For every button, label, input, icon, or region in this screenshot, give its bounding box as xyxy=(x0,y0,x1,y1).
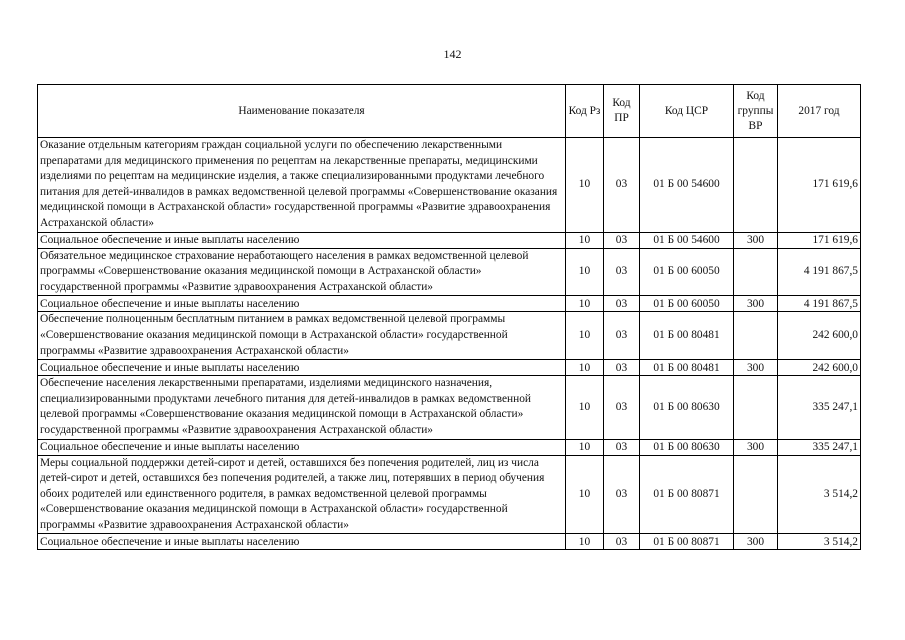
row-rz: 10 xyxy=(566,312,604,360)
row-amount: 242 600,0 xyxy=(778,360,861,376)
row-amount: 171 619,6 xyxy=(778,138,861,233)
row-pr: 03 xyxy=(604,360,640,376)
budget-table xyxy=(37,84,861,550)
row-vr xyxy=(734,138,778,233)
row-csr: 01 Б 00 54600 xyxy=(640,232,734,248)
table-row xyxy=(38,360,861,376)
row-amount: 3 514,2 xyxy=(778,455,861,534)
row-csr: 01 Б 00 80630 xyxy=(640,376,734,439)
row-vr: 300 xyxy=(734,439,778,455)
row-vr xyxy=(734,248,778,296)
header-year: 2017 год xyxy=(778,85,861,138)
row-pr: 03 xyxy=(604,376,640,439)
header-vr: Код группы ВР xyxy=(734,85,778,138)
row-name: Обязательное медицинское страхование неработающего населения в рамках ведомственной целевой программы «Совершенствование оказания медицинской помощи в Астраханской области» государственной программы «Развитие здравоохранения Астраханской области» xyxy=(38,248,566,296)
table-row xyxy=(38,248,861,296)
row-pr: 03 xyxy=(604,232,640,248)
table-row xyxy=(38,296,861,312)
row-pr: 03 xyxy=(604,439,640,455)
table-row xyxy=(38,232,861,248)
row-rz: 10 xyxy=(566,360,604,376)
row-rz: 10 xyxy=(566,138,604,233)
table-row xyxy=(38,376,861,439)
row-csr: 01 Б 00 80871 xyxy=(640,455,734,534)
header-rz: Код Рз xyxy=(566,85,604,138)
table-row xyxy=(38,455,861,534)
row-name: Социальное обеспечение и иные выплаты населению xyxy=(38,232,566,248)
row-amount: 335 247,1 xyxy=(778,439,861,455)
table-row xyxy=(38,439,861,455)
row-pr: 03 xyxy=(604,312,640,360)
row-vr: 300 xyxy=(734,534,778,550)
row-name: Социальное обеспечение и иные выплаты населению xyxy=(38,296,566,312)
header-name: Наименование показателя xyxy=(38,85,566,138)
table-row xyxy=(38,534,861,550)
row-rz: 10 xyxy=(566,376,604,439)
row-pr: 03 xyxy=(604,534,640,550)
row-amount: 3 514,2 xyxy=(778,534,861,550)
row-vr: 300 xyxy=(734,360,778,376)
row-name: Социальное обеспечение и иные выплаты населению xyxy=(38,534,566,550)
row-vr: 300 xyxy=(734,232,778,248)
table-row xyxy=(38,312,861,360)
row-name: Социальное обеспечение и иные выплаты населению xyxy=(38,439,566,455)
row-vr: 300 xyxy=(734,296,778,312)
row-vr xyxy=(734,455,778,534)
row-csr: 01 Б 00 80871 xyxy=(640,534,734,550)
row-amount: 242 600,0 xyxy=(778,312,861,360)
page-number: 142 xyxy=(443,47,462,61)
row-amount: 171 619,6 xyxy=(778,232,861,248)
row-name: Обеспечение полноценным бесплатным питанием в рамках ведомственной целевой программы «Совершенствование оказания медицинской помощи в Астраханской области» государственной программы «Развитие здравоохранения Астраханской области» xyxy=(38,312,566,360)
row-vr xyxy=(734,376,778,439)
row-amount: 4 191 867,5 xyxy=(778,248,861,296)
row-csr: 01 Б 00 60050 xyxy=(640,296,734,312)
row-csr: 01 Б 00 80481 xyxy=(640,312,734,360)
row-pr: 03 xyxy=(604,296,640,312)
header-csr: Код ЦСР xyxy=(640,85,734,138)
row-rz: 10 xyxy=(566,455,604,534)
row-name: Меры социальной поддержки детей-сирот и детей, оставшихся без попечения родителей, лиц из числа детей-сирот и детей, оставшихся без попечения родителей, а также лиц, потерявших в период обучения обоих родителей или единственного родителя, в рамках ведомственной целевой программы «Совершенствование оказания медицинской помощи в Астраханской области» государственной программы «Развитие здравоохранения Астраханской области» xyxy=(38,455,566,534)
row-rz: 10 xyxy=(566,534,604,550)
row-rz: 10 xyxy=(566,439,604,455)
row-pr: 03 xyxy=(604,138,640,233)
row-amount: 4 191 867,5 xyxy=(778,296,861,312)
header-pr: Код ПР xyxy=(604,85,640,138)
row-pr: 03 xyxy=(604,248,640,296)
row-name: Обеспечение населения лекарственными препаратами, изделиями медицинского назначения, специализированными продуктами лечебного питания для детей-инвалидов в рамках ведомственной целевой программы «Совершенствование оказания медицинской помощи в Астраханской области» государственной программы «Развитие здравоохранения Астраханской области» xyxy=(38,376,566,439)
row-pr: 03 xyxy=(604,455,640,534)
table-row xyxy=(38,138,861,233)
row-csr: 01 Б 00 80481 xyxy=(640,360,734,376)
row-vr xyxy=(734,312,778,360)
row-csr: 01 Б 00 60050 xyxy=(640,248,734,296)
row-csr: 01 Б 00 80630 xyxy=(640,439,734,455)
row-rz: 10 xyxy=(566,248,604,296)
row-csr: 01 Б 00 54600 xyxy=(640,138,734,233)
table-header-row xyxy=(38,85,861,138)
row-rz: 10 xyxy=(566,232,604,248)
row-amount: 335 247,1 xyxy=(778,376,861,439)
row-rz: 10 xyxy=(566,296,604,312)
row-name: Социальное обеспечение и иные выплаты населению xyxy=(38,360,566,376)
row-name: Оказание отдельным категориям граждан социальной услуги по обеспечению лекарственными препаратами для медицинского применения по рецептам на лекарственные препараты, медицинскими изделиями по рецептам на медицинские изделия, а также специализированными продуктами лечебного питания для детей-инвалидов в рамках ведомственной целевой программы «Совершенствование оказания медицинской помощи в Астраханской области» государственной программы «Развитие здравоохранения Астраханской области» xyxy=(38,138,566,233)
